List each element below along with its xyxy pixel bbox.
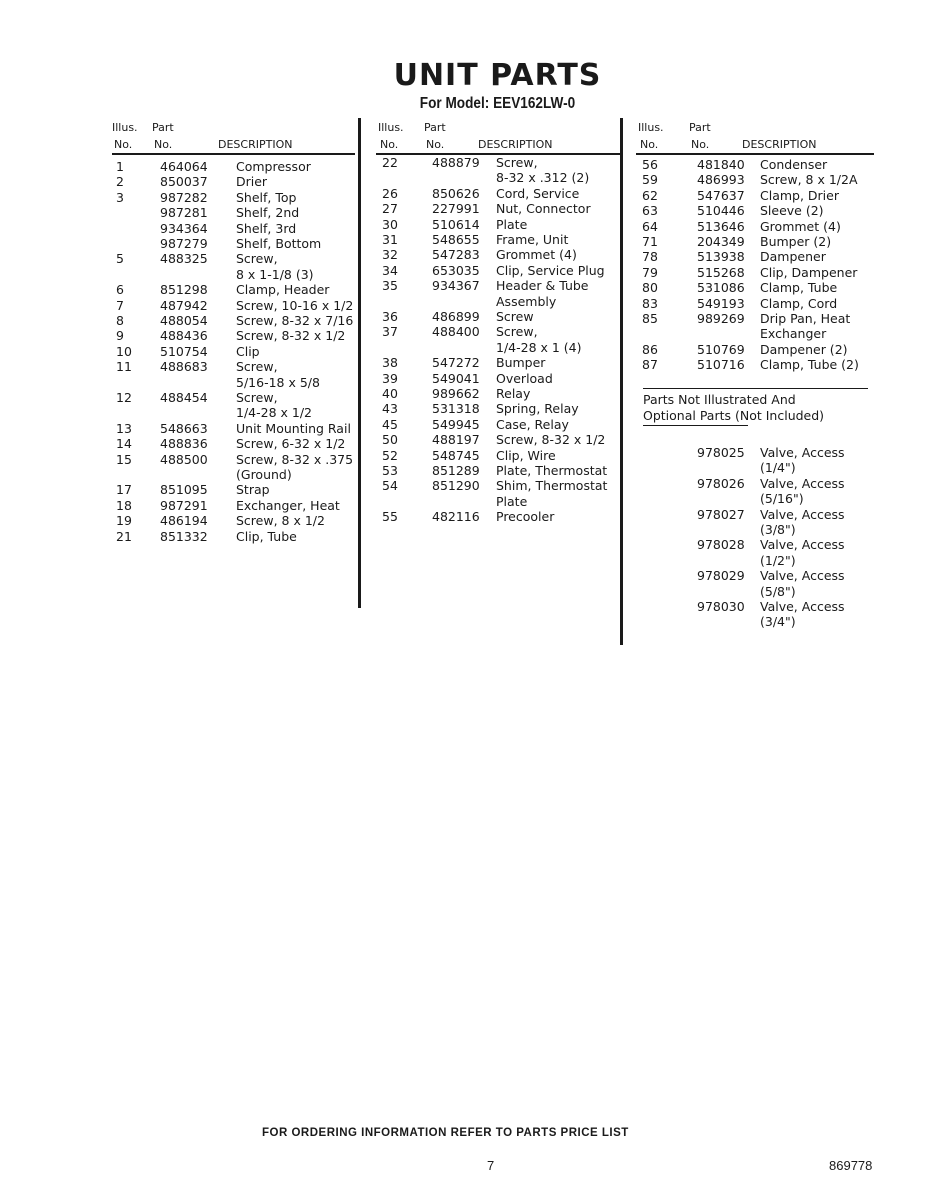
header-description: DESCRIPTION (478, 138, 553, 151)
header-description: DESCRIPTION (218, 138, 293, 151)
part-description: Clip, Service Plug (496, 262, 605, 278)
part-description: Grommet (4) (760, 218, 841, 234)
part-number: 513646 (697, 218, 745, 234)
part-description: Unit Mounting Rail (236, 420, 351, 436)
header-part-no: No. (691, 138, 710, 151)
part-number: 510446 (697, 203, 745, 219)
part-description: 1/4-28 x 1/2 (236, 405, 312, 421)
part-description: Condenser (760, 157, 828, 172)
part-description: Plate, Thermostat (496, 463, 608, 478)
header-illus: Illus. (378, 121, 404, 134)
illus-number: 83 (642, 295, 658, 311)
part-description: Clamp, Tube (760, 280, 838, 296)
part-description: (5/8") (760, 583, 796, 599)
part-number: 978027 (697, 506, 745, 522)
illus-number: 7 (116, 297, 124, 313)
part-number: 481840 (697, 157, 745, 172)
part-number: 227991 (432, 201, 480, 217)
part-number: 510769 (697, 341, 745, 357)
part-description: Screw, 8 x 1/2 (236, 513, 325, 529)
section-rule (643, 425, 748, 426)
page-title: UNIT PARTS (393, 58, 602, 93)
part-description: Valve, Access (760, 506, 845, 522)
part-number: 850037 (160, 174, 208, 190)
part-description: Precooler (496, 509, 555, 525)
part-number: 482116 (432, 509, 480, 525)
part-description: Strap (236, 482, 270, 498)
part-number: 547637 (697, 187, 745, 203)
illus-number: 32 (382, 247, 398, 263)
header-description: DESCRIPTION (742, 138, 817, 151)
illus-number: 86 (642, 341, 658, 357)
illus-number: 53 (382, 463, 398, 478)
section-rule (643, 388, 868, 389)
part-number: 850626 (432, 185, 480, 201)
part-number: 978028 (697, 537, 745, 553)
illus-number: 55 (382, 509, 398, 525)
header-illus: Illus. (112, 121, 138, 134)
header-illus-no: No. (114, 138, 133, 151)
header-part: Part (424, 121, 446, 134)
part-number: 510614 (432, 216, 480, 232)
optional-heading-line-2: Optional Parts (Not Included) (643, 408, 825, 423)
illus-number: 12 (116, 390, 132, 405)
part-description: 1/4-28 x 1 (4) (496, 339, 582, 355)
part-description: Plate (496, 216, 528, 232)
part-number: 989269 (697, 311, 745, 326)
part-number: 488400 (432, 324, 480, 340)
part-number: 978026 (697, 475, 745, 491)
illus-number: 31 (382, 232, 398, 247)
part-number: 987291 (160, 497, 208, 513)
part-description: Screw, 10-16 x 1/2 (236, 297, 354, 313)
part-description: Clip, Dampener (760, 264, 858, 280)
part-number: 531086 (697, 280, 745, 296)
part-description: Drip Pan, Heat (760, 311, 851, 326)
part-number: 548663 (160, 420, 208, 436)
part-number: 488454 (160, 390, 208, 405)
part-number: 549193 (697, 295, 745, 311)
illus-number: 52 (382, 447, 398, 463)
illus-number: 19 (116, 513, 132, 529)
part-description: (1/2") (760, 552, 796, 568)
part-description: Dampener (760, 249, 826, 265)
part-number: 549041 (432, 370, 480, 386)
part-description: Case, Relay (496, 416, 569, 432)
part-description: Screw, 8-32 x 1/2 (496, 432, 606, 448)
illus-number: 39 (382, 370, 398, 386)
column-divider (620, 118, 623, 645)
part-description: Exchanger (760, 326, 827, 342)
part-description: Header & Tube (496, 278, 589, 294)
part-number: 515268 (697, 264, 745, 280)
illus-number: 10 (116, 343, 132, 359)
illus-number: 18 (116, 497, 132, 513)
part-description: Assembly (496, 293, 557, 309)
illus-number: 14 (116, 436, 132, 452)
part-number: 653035 (432, 262, 480, 278)
part-description: (Ground) (236, 467, 292, 482)
part-description: Valve, Access (760, 445, 845, 460)
illus-number: 3 (116, 189, 124, 205)
part-description: Valve, Access (760, 537, 845, 553)
part-number: 464064 (160, 159, 208, 174)
header-illus: Illus. (638, 121, 664, 134)
illus-number: 35 (382, 278, 398, 294)
part-number: 978029 (697, 568, 745, 584)
part-number: 486899 (432, 309, 480, 324)
part-description: Shelf, 2nd (236, 205, 300, 221)
part-description: Clip, Wire (496, 447, 556, 463)
header-part-no: No. (426, 138, 445, 151)
part-number: 987282 (160, 189, 208, 205)
part-description: Compressor (236, 159, 311, 174)
illus-number: 22 (382, 155, 398, 170)
part-number: 513938 (697, 249, 745, 265)
part-number: 851289 (432, 463, 480, 478)
illus-number: 54 (382, 478, 398, 494)
illus-number: 71 (642, 234, 658, 249)
illus-number: 6 (116, 282, 124, 298)
illus-number: 87 (642, 357, 658, 373)
part-description: Screw, 8-32 x 1/2 (236, 328, 346, 344)
part-description: Clamp, Tube (2) (760, 357, 859, 373)
model-subtitle: For Model: EEV162LW-0 (419, 95, 576, 112)
part-number: 488325 (160, 251, 208, 267)
part-description: Plate (496, 493, 528, 509)
part-description: Clip (236, 343, 260, 359)
part-number: 488197 (432, 432, 480, 448)
part-description: (3/8") (760, 522, 796, 537)
illus-number: 40 (382, 386, 398, 401)
header-part-no: No. (154, 138, 173, 151)
part-description: Screw, (236, 359, 278, 375)
part-number: 531318 (432, 401, 480, 417)
part-number: 547283 (432, 247, 480, 263)
illus-number: 13 (116, 420, 132, 436)
part-description: Spring, Relay (496, 401, 579, 417)
part-description: Cord, Service (496, 185, 580, 201)
part-description: Grommet (4) (496, 247, 577, 263)
part-description: 8-32 x .312 (2) (496, 170, 590, 186)
illus-number: 38 (382, 355, 398, 371)
part-number: 989662 (432, 386, 480, 401)
part-description: (5/16") (760, 491, 804, 507)
part-description: Bumper (496, 355, 546, 371)
part-description: Screw, 6-32 x 1/2 (236, 436, 346, 452)
part-number: 934364 (160, 220, 208, 236)
part-description: Dampener (2) (760, 341, 848, 357)
part-description: Valve, Access (760, 599, 845, 614)
part-description: (3/4") (760, 614, 796, 630)
part-number: 488879 (432, 155, 480, 170)
column-divider (358, 118, 361, 608)
part-number: 488836 (160, 436, 208, 452)
part-number: 547272 (432, 355, 480, 371)
part-number: 204349 (697, 234, 745, 249)
illus-number: 21 (116, 528, 132, 544)
illus-number: 62 (642, 187, 658, 203)
illus-number: 9 (116, 328, 124, 344)
illus-number: 56 (642, 157, 658, 172)
part-number: 987281 (160, 205, 208, 221)
header-illus-no: No. (380, 138, 399, 151)
header-rule (636, 153, 874, 155)
part-description: Clamp, Header (236, 282, 330, 298)
part-number: 851298 (160, 282, 208, 298)
part-number: 851290 (432, 478, 480, 494)
part-description: Screw, 8 x 1/2A (760, 172, 858, 188)
illus-number: 11 (116, 359, 132, 375)
illus-number: 5 (116, 251, 124, 267)
part-description: Screw, (236, 390, 278, 405)
part-description: 5/16-18 x 5/8 (236, 374, 320, 390)
part-description: Clamp, Cord (760, 295, 838, 311)
part-description: Screw, (496, 324, 538, 340)
part-number: 488683 (160, 359, 208, 375)
part-description: Exchanger, Heat (236, 497, 340, 513)
illus-number: 59 (642, 172, 658, 188)
part-description: Shelf, Bottom (236, 236, 322, 251)
illus-number: 8 (116, 313, 124, 328)
part-description: Screw, (236, 251, 278, 267)
part-number: 987279 (160, 236, 208, 251)
part-description: Relay (496, 386, 531, 401)
optional-heading-line-1: Parts Not Illustrated And (643, 392, 796, 407)
part-description: Screw, 8-32 x .375 (236, 451, 354, 467)
part-number: 488436 (160, 328, 208, 344)
illus-number: 15 (116, 451, 132, 467)
illus-number: 37 (382, 324, 398, 340)
illus-number: 79 (642, 264, 658, 280)
part-description: Clip, Tube (236, 528, 297, 544)
illus-number: 34 (382, 262, 398, 278)
part-description: (1/4") (760, 460, 796, 476)
part-description: Valve, Access (760, 568, 845, 584)
part-description: Drier (236, 174, 268, 190)
part-number: 978030 (697, 599, 745, 614)
part-description: Screw, 8-32 x 7/16 (236, 313, 354, 328)
part-description: Clamp, Drier (760, 187, 839, 203)
part-description: Sleeve (2) (760, 203, 824, 219)
illus-number: 36 (382, 309, 398, 324)
part-number: 488500 (160, 451, 208, 467)
part-description: Nut, Connector (496, 201, 591, 217)
illus-number: 43 (382, 401, 398, 417)
illus-number: 2 (116, 174, 124, 190)
page-number: 7 (487, 1158, 495, 1173)
illus-number: 64 (642, 218, 658, 234)
illus-number: 80 (642, 280, 658, 296)
part-number: 851332 (160, 528, 208, 544)
part-number: 486194 (160, 513, 208, 529)
part-number: 549945 (432, 416, 480, 432)
part-description: 8 x 1-1/8 (3) (236, 266, 314, 282)
part-number: 488054 (160, 313, 208, 328)
illus-number: 27 (382, 201, 398, 217)
part-number: 510754 (160, 343, 208, 359)
illus-number: 1 (116, 159, 124, 174)
header-part: Part (689, 121, 711, 134)
illus-number: 50 (382, 432, 398, 448)
part-description: Screw (496, 309, 534, 324)
part-number: 548655 (432, 232, 480, 247)
part-number: 934367 (432, 278, 480, 294)
document-number: 869778 (829, 1158, 873, 1173)
illus-number: 17 (116, 482, 132, 498)
part-description: Overload (496, 370, 553, 386)
illus-number: 85 (642, 311, 658, 326)
ordering-note: FOR ORDERING INFORMATION REFER TO PARTS PRICE LIST (262, 1127, 629, 1139)
part-number: 978025 (697, 445, 745, 460)
part-number: 510716 (697, 357, 745, 373)
header-rule (112, 153, 355, 155)
part-number: 548745 (432, 447, 480, 463)
header-part: Part (152, 121, 174, 134)
illus-number: 26 (382, 185, 398, 201)
illus-number: 63 (642, 203, 658, 219)
part-description: Screw, (496, 155, 538, 170)
part-number: 486993 (697, 172, 745, 188)
part-description: Valve, Access (760, 475, 845, 491)
part-number: 487942 (160, 297, 208, 313)
part-description: Shelf, Top (236, 189, 297, 205)
part-description: Bumper (2) (760, 234, 832, 249)
part-description: Shim, Thermostat (496, 478, 608, 494)
illus-number: 30 (382, 216, 398, 232)
illus-number: 78 (642, 249, 658, 265)
illus-number: 45 (382, 416, 398, 432)
part-description: Frame, Unit (496, 232, 569, 247)
part-number: 851095 (160, 482, 208, 498)
header-illus-no: No. (640, 138, 659, 151)
part-description: Shelf, 3rd (236, 220, 297, 236)
